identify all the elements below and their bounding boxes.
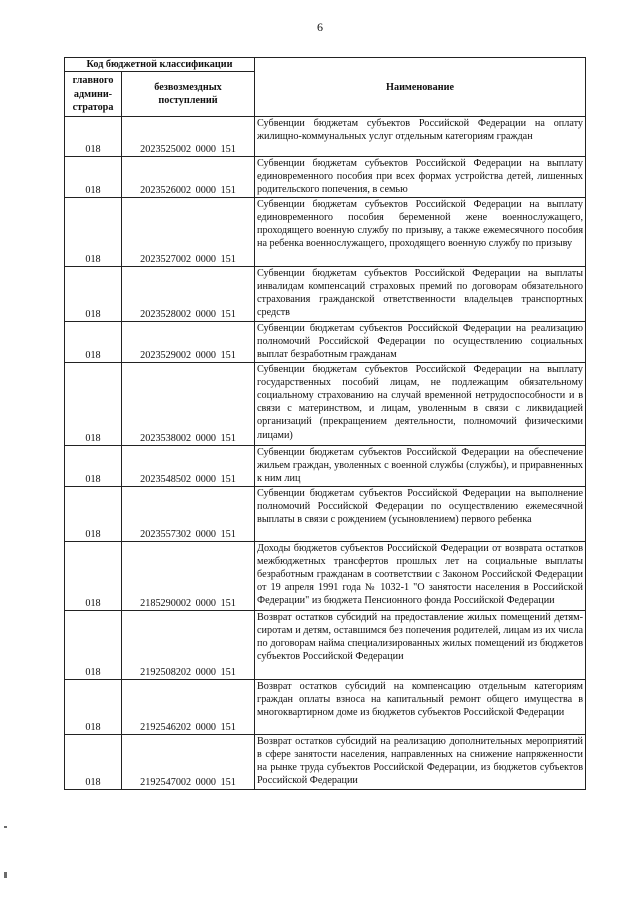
- revenue-name-cell: Доходы бюджетов субъектов Российской Федерации от возврата остатков межбюджетных трансфертов прошлых лет на социальные выплаты безработным гражданам в соответствии с Законом Российской Федерации от 19 апреля 1991 года № 1032-1 "О занятости населения в Российской Федерации" из бюджета Пенсионного фонда Российской Федерации: [255, 542, 586, 611]
- revenue-name-cell: Субвенции бюджетам субъектов Российской Федерации на выплату государственных пособий лицам, не подлежащим обязательному социальному страхованию на случай временной нетрудоспособности и в связи с материнством, и лицам, уволенным в связи с ликвидацией организаций (прекращением деятельности, полномочий физическими лицами): [255, 363, 586, 446]
- admin-code-cell: 018: [65, 735, 122, 790]
- admin-code-cell: 018: [65, 363, 122, 446]
- table-row: [65, 363, 586, 446]
- revenue-name-cell: Субвенции бюджетам субъектов Российской Федерации на выполнение полномочий Российской Федерации по осуществлению ежемесячной выплаты в связи с рождением (усыновлением) первого ребенка: [255, 487, 586, 542]
- table-row: [65, 322, 586, 363]
- page-number: 6: [317, 20, 323, 34]
- header-code-column: безвозмездных поступлений: [122, 72, 255, 117]
- revenue-name-cell: Субвенции бюджетам субъектов Российской Федерации на выплаты инвалидам компенсаций страховых премий по договорам обязательного страхования гражданской ответственности владельцев транспортных средств: [255, 267, 586, 322]
- table-row: [65, 542, 586, 611]
- admin-code-cell: 018: [65, 267, 122, 322]
- revenue-name-cell: Субвенции бюджетам субъектов Российской Федерации на выплату единовременного пособия при всех формах устройства детей, лишенных родительского попечения, в семью: [255, 157, 586, 198]
- revenue-name-cell: Возврат остатков субсидий на предоставление жилых помещений детям-сиротам и детям, оставшимся без попечения родителей, лицам из их числа по договорам найма специализированных жилых помещений из бюджетов субъектов Российской Федерации: [255, 611, 586, 680]
- revenue-name-cell: Субвенции бюджетам субъектов Российской Федерации на обеспечение жильем граждан, уволенных с военной службы (службы), и приравненных к ним лиц: [255, 446, 586, 487]
- table-row: [65, 117, 586, 157]
- admin-code-cell: 018: [65, 322, 122, 363]
- admin-code-cell: 018: [65, 198, 122, 267]
- revenue-code-cell: 2023538002 0000 151: [122, 363, 255, 446]
- table-row: [65, 680, 586, 735]
- revenue-name-cell: Субвенции бюджетам субъектов Российской Федерации на реализацию полномочий Российской Федерации по осуществлению социальных выплат безработным гражданам: [255, 322, 586, 363]
- admin-code-cell: 018: [65, 680, 122, 735]
- revenue-code-cell: 2023528002 0000 151: [122, 267, 255, 322]
- admin-code-cell: 018: [65, 446, 122, 487]
- budget-classification-table: [64, 57, 586, 790]
- header-name: Наименование: [255, 58, 586, 117]
- revenue-code-cell: 2023526002 0000 151: [122, 157, 255, 198]
- admin-code-cell: 018: [65, 487, 122, 542]
- revenue-code-cell: 2023557302 0000 151: [122, 487, 255, 542]
- revenue-name-cell: Возврат остатков субсидий на реализацию дополнительных мероприятий в сфере занятости населения, направленных на снижение напряженности на рынке труда субъектов Российской Федерации, из бюджетов субъектов Российской Федерации: [255, 735, 586, 790]
- revenue-name-cell: Возврат остатков субсидий на компенсацию отдельным категориям граждан оплаты взноса на капитальный ремонт общего имущества в многоквартирном доме из бюджетов субъектов Российской Федерации: [255, 680, 586, 735]
- revenue-code-cell: 2192508202 0000 151: [122, 611, 255, 680]
- revenue-code-cell: 2192547002 0000 151: [122, 735, 255, 790]
- table-header: [65, 58, 586, 117]
- admin-code-cell: 018: [65, 611, 122, 680]
- revenue-name-cell: Субвенции бюджетам субъектов Российской Федерации на оплату жилищно-коммунальных услуг отдельным категориям граждан: [255, 117, 586, 157]
- table-row: [65, 267, 586, 322]
- admin-code-cell: 018: [65, 117, 122, 157]
- revenue-code-cell: 2023548502 0000 151: [122, 446, 255, 487]
- table-row: [65, 487, 586, 542]
- revenue-code-cell: 2023525002 0000 151: [122, 117, 255, 157]
- table-row: [65, 157, 586, 198]
- revenue-code-cell: 2185290002 0000 151: [122, 542, 255, 611]
- table-row: [65, 611, 586, 680]
- revenue-code-cell: 2192546202 0000 151: [122, 680, 255, 735]
- pencil-mark: [4, 826, 7, 828]
- revenue-code-cell: 2023527002 0000 151: [122, 198, 255, 267]
- table-row: [65, 735, 586, 790]
- pencil-mark: [4, 872, 7, 878]
- admin-code-cell: 018: [65, 157, 122, 198]
- table-body: [65, 117, 586, 790]
- table-row: [65, 446, 586, 487]
- header-classification-code: Код бюджетной классификации: [65, 58, 255, 72]
- revenue-name-cell: Субвенции бюджетам субъектов Российской Федерации на выплату единовременного пособия беременной жене военнослужащего, проходящего военную службу по призыву, а также ежемесячного пособия на ребенка военнослужащего, проходящего военную службу по призыву: [255, 198, 586, 267]
- revenue-code-cell: 2023529002 0000 151: [122, 322, 255, 363]
- header-admin-column: главного админи-стратора: [65, 72, 122, 117]
- admin-code-cell: 018: [65, 542, 122, 611]
- table-row: [65, 198, 586, 267]
